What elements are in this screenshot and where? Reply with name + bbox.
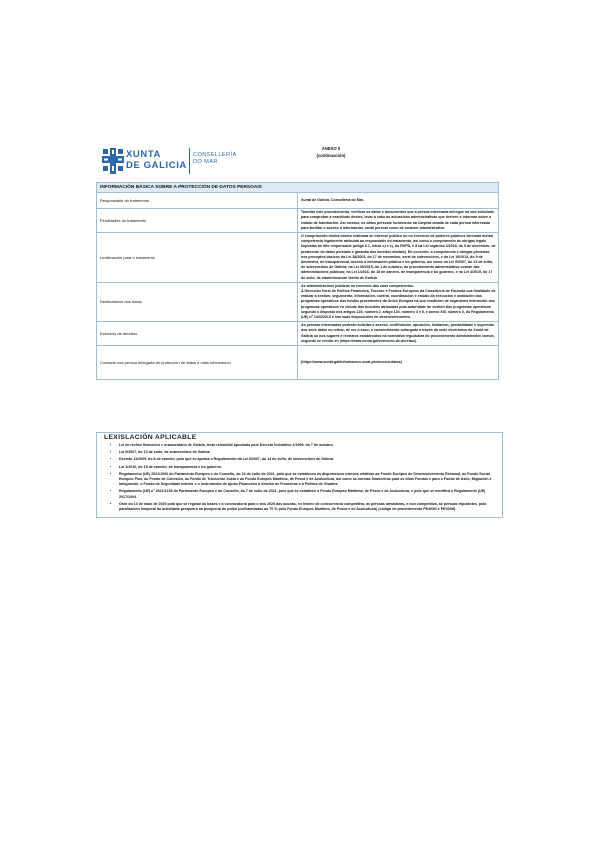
table-row [97, 193, 499, 209]
list-item: • Regulamento (UE) nº 2021/1139 do Parlamento Europeo e do Consello, do 7 de xullo de 2021, polo que se establece o Fondo Europeo Marítimo, de Pesca e de Acuicultura, e polo que se modifica o Regulamento (UE) 2017/1004. [119, 489, 500, 499]
document-header [96, 142, 506, 180]
row-label: Responsable do tratamento [97, 193, 298, 209]
row-value: (https://www.xunta.gal/informacion-xeral-proteccion-datos) [298, 346, 499, 380]
row-label: Lexitimación para o tratamento [97, 233, 298, 283]
list-item: • Lei 9/2007, do 13 de xuño, de subvencións de Galicia. [119, 450, 500, 455]
list-item: • Orde do 13 de maio de 2025 pola que se regulan as bases e a convocatoria para o ano 2025 das axudas, en réxime de concorrencia competitiva, ás persoas armadoras, e non competitiva, ás persoas tripulantes, pola paralización temporal da actividade pesqueira na pesquería do polbo (cofinanciadas ao 70 % polo Fondo Europeo Marítimo, de Pesca e de Acuicultura) (código de procedemento PE403G e PE403H). [119, 502, 500, 512]
row-value: As persoas interesadas poderán solicitar o acceso, rectificación, oposición, limitación, portabilidade e supresión dos seus datos ou retirar, de ser o caso, o consentimento outorgado a través da sede electrónica da Xunta de Galicia ou nos lugares e rexistros establecidos na normativa reguladora do procedemento administrativo común, segundo se recolle en (https://www.xunta.gal/exercicio-de-dereitos) [298, 322, 499, 346]
xunta-logo [102, 146, 242, 176]
table-row [97, 233, 499, 283]
table-row [97, 322, 499, 346]
list-item: • Lei 1/2016, do 18 de xaneiro, de transparencia e bo goberno. [119, 465, 500, 470]
table-row [97, 346, 499, 380]
consellaria-name [193, 152, 237, 166]
table-title-row [97, 183, 499, 193]
table-title: INFORMACIÓN BÁSICA SOBRE A PROTECCIÓN DE DATOS PERSOAIS [97, 183, 499, 193]
row-value: Tramitar este procedemento, verificar os datos e documentos que a persoa interesada achegue na súa solicitude para comprobar a exactitude destes, levar a cabo as actuacións administrativas que deriven e informar sobre o estado de tramitación. Así mesmo, os datos persoais incluiranse na Carpeta cidadá de cada persoa interesada para facilitar o acceso á información, tanto persoal como de carácter administrativo. [298, 209, 499, 233]
annex-label [301, 146, 361, 159]
logo-line-1: XUNTA [126, 149, 162, 160]
logo-separator [189, 148, 190, 174]
list-item: • Decreto 11/2009, do 8 de xaneiro, polo que se aproba o Regulamento da Lei 9/2007, do 13 de xuño, de subvencións de Galicia. [119, 457, 500, 462]
row-value: O cumprimento dunha misión realizada en interese público ou no exercicio de poderes públicos derivada dunha competencia legalmente atribuída ao responsable do tratamento, así como o cumprimento de obrigas legais impostas ao dito responsable (artigo 6.1, letras c) e e), do RXPD, e 8 da Lei orgánica 3/2018, do 5 de decembro, de protección de datos persoais e garantía dos dereitos dixitais). En concreto, a competencia e obrigas previstas nos preceptos básicos da Lei 38/2003, do 17 de novembro, xeral de subvencións, e da Lei 19/2013, do 9 de decembro, de transparencia, acceso á información pública e bo goberno, así como na Lei 9/2007, do 13 de xuño, de subvencións de Galicia; na Lei 39/2015, do 1 de outubro, do procedemento administrativo común das administracións públicas; na Lei 1/2016, do 18 de xaneiro, de transparencia e bo goberno, e na Lei 4/2019, do 17 de xullo, de administración dixital de Galicia. [298, 233, 499, 283]
legislation-list [99, 443, 500, 512]
xunta-logo-text [126, 149, 187, 171]
consellaria-line-1: CONSELLERÍA [193, 152, 237, 158]
table-row [97, 209, 499, 233]
list-item: • Lei de réxime financeiro e orzamentario de Galicia, texto refundido aprobado polo Decreto lexislativo 1/1999, do 7 de outubro. [119, 443, 500, 448]
row-label: Contacto coa persoa delegada de protección de datos e máis información [97, 346, 298, 380]
annex-subtitle: (continuación) [316, 152, 346, 158]
data-protection-table [96, 182, 499, 380]
legislation-title: LEXISLACIÓN APLICABLE [104, 434, 197, 441]
annex-title: ANEXO II [321, 146, 341, 151]
list-item: • Regulamento (UE) 2021/1060 do Parlamento Europeo e do Consello, do 24 de xuño de 2021, polo que se establecen as disposicións comúns relativas ao Fondo Europeo de Desenvolvemento Rexional, ao Fondo Social Europeo Plus, ao Fondo de Cohesión, ao Fondo de Transición Xusta e ao Fondo Europeo Marítimo, de Pesca e de Acuicultura, así como as normas financeiras para os ditos Fondos e para o Fondo de Asilo, Migración e Integración, o Fondo de Seguridade Interior e o Instrumento de Apoio Financeiro á Xestión de Fronteiras e á Política de Visados. [119, 472, 500, 488]
legislation-box [96, 432, 503, 518]
xunta-cross-icon [102, 148, 124, 174]
row-label: Finalidades do tratamento [97, 209, 298, 233]
logo-line-2: DE GALICIA [126, 160, 187, 171]
row-label: Exercicio de dereitos [97, 322, 298, 346]
row-value: Xunta de Galicia. Consellería do Mar. [298, 193, 499, 209]
row-value: As administracións públicas no exercicio das súas competencias. A Dirección Xeral de Política Financeira, Tesouro e Fondos Europeos da Consellería de Facenda coa finalidade de realizar a xestión, seguimento, información, control, coordinación e estudo da execución e avaliación dos programas operativos dos fondos procedentes da Unión Europea na súa condición de organismo intermedio dos programas operativos en virtude das funcións atribuídas pola autoridade de xestión dos programas operativos segundo o disposto nos artigos 125, número 2, artigo 140, número 3 e 5, e anexo XIII, número 3, do Regulamento (UE) nº 1303/2013 e nas súas disposicións de desenvolvemento. [298, 282, 499, 321]
row-label: Destinatarios dos datos [97, 282, 298, 321]
table-row [97, 282, 499, 321]
consellaria-line-2: DO MAR [193, 159, 218, 165]
